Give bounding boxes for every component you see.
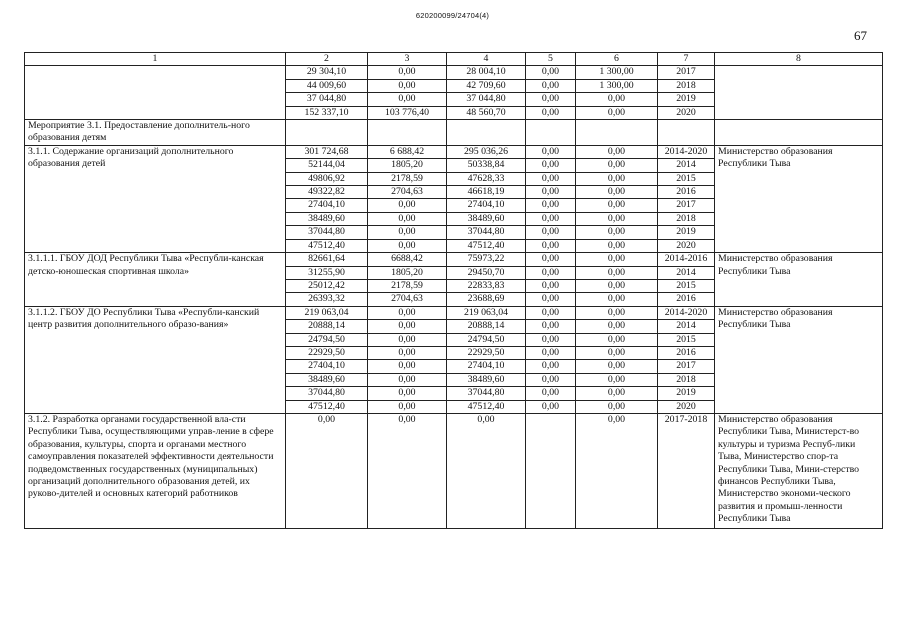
amount-cell: 38489,60 bbox=[447, 212, 526, 225]
responsible-party: Министерство образования Республики Тыва bbox=[715, 253, 883, 307]
amount-cell: 0,00 bbox=[576, 199, 658, 212]
amount-cell: 0,00 bbox=[526, 159, 576, 172]
amount-cell: 0,00 bbox=[576, 387, 658, 400]
amount-cell: 52144,04 bbox=[286, 159, 368, 172]
amount-cell: 0,00 bbox=[526, 360, 576, 373]
year-cell: 2014-2016 bbox=[658, 253, 715, 266]
table-row bbox=[25, 120, 883, 146]
column-header: 4 bbox=[447, 53, 526, 66]
amount-cell: 27404,10 bbox=[286, 199, 368, 212]
amount-cell: 0,00 bbox=[526, 106, 576, 119]
amount-cell: 0,00 bbox=[576, 293, 658, 306]
amount-cell: 22929,50 bbox=[447, 346, 526, 359]
amount-cell: 37044,80 bbox=[447, 387, 526, 400]
year-cell: 2014 bbox=[658, 320, 715, 333]
amount-cell: 219 063,04 bbox=[447, 306, 526, 319]
amount-cell: 27404,10 bbox=[447, 360, 526, 373]
amount-cell: 27404,10 bbox=[286, 360, 368, 373]
year-cell: 2018 bbox=[658, 212, 715, 225]
amount-cell: 23688,69 bbox=[447, 293, 526, 306]
amount-cell: 0,00 bbox=[368, 387, 447, 400]
amount-cell: 0,00 bbox=[368, 333, 447, 346]
table-row bbox=[25, 253, 883, 266]
year-cell: 2017 bbox=[658, 360, 715, 373]
column-header-row bbox=[25, 53, 883, 66]
data-table bbox=[24, 52, 883, 529]
amount-cell: 0,00 bbox=[526, 212, 576, 225]
amount-cell: 0,00 bbox=[526, 306, 576, 319]
amount-cell: 0,00 bbox=[576, 373, 658, 386]
table-row bbox=[25, 413, 883, 528]
amount-cell: 103 776,40 bbox=[368, 106, 447, 119]
amount-cell: 0,00 bbox=[526, 172, 576, 185]
amount-cell bbox=[526, 413, 576, 528]
year-cell: 2014-2020 bbox=[658, 306, 715, 319]
amount-cell: 0,00 bbox=[526, 333, 576, 346]
amount-cell bbox=[368, 120, 447, 146]
amount-cell: 0,00 bbox=[526, 253, 576, 266]
amount-cell bbox=[286, 120, 368, 146]
amount-cell: 37 044,80 bbox=[286, 93, 368, 106]
year-cell: 2015 bbox=[658, 172, 715, 185]
amount-cell: 1805,20 bbox=[368, 266, 447, 279]
amount-cell: 295 036,26 bbox=[447, 145, 526, 158]
year-cell: 2020 bbox=[658, 400, 715, 413]
amount-cell: 31255,90 bbox=[286, 266, 368, 279]
amount-cell: 0,00 bbox=[368, 413, 447, 528]
table-row bbox=[25, 306, 883, 319]
amount-cell: 0,00 bbox=[368, 199, 447, 212]
amount-cell: 24794,50 bbox=[286, 333, 368, 346]
amount-cell: 0,00 bbox=[576, 360, 658, 373]
year-cell: 2016 bbox=[658, 186, 715, 199]
amount-cell: 2178,59 bbox=[368, 279, 447, 292]
responsible-party bbox=[715, 66, 883, 120]
amount-cell: 50338,84 bbox=[447, 159, 526, 172]
amount-cell: 42 709,60 bbox=[447, 79, 526, 92]
activity-label: 3.1.1.2. ГБОУ ДО Республики Тыва «Республи-канский центр развития дополнительного образо-вания» bbox=[25, 306, 286, 413]
amount-cell: 27404,10 bbox=[447, 199, 526, 212]
amount-cell: 0,00 bbox=[576, 279, 658, 292]
amount-cell: 22929,50 bbox=[286, 346, 368, 359]
amount-cell: 0,00 bbox=[526, 373, 576, 386]
amount-cell: 0,00 bbox=[368, 239, 447, 252]
amount-cell: 0,00 bbox=[447, 413, 526, 528]
amount-cell: 0,00 bbox=[368, 226, 447, 239]
amount-cell: 47512,40 bbox=[286, 400, 368, 413]
column-header: 7 bbox=[658, 53, 715, 66]
year-cell: 2017-2018 bbox=[658, 413, 715, 528]
amount-cell: 0,00 bbox=[526, 199, 576, 212]
amount-cell: 25012,42 bbox=[286, 279, 368, 292]
amount-cell: 2704,63 bbox=[368, 293, 447, 306]
amount-cell: 0,00 bbox=[526, 387, 576, 400]
amount-cell: 0,00 bbox=[576, 93, 658, 106]
responsible-party bbox=[715, 120, 883, 146]
amount-cell: 1 300,00 bbox=[576, 66, 658, 79]
amount-cell: 44 009,60 bbox=[286, 79, 368, 92]
page-number: 67 bbox=[854, 28, 867, 43]
amount-cell bbox=[576, 120, 658, 146]
year-cell: 2015 bbox=[658, 279, 715, 292]
amount-cell: 0,00 bbox=[576, 106, 658, 119]
amount-cell: 47512,40 bbox=[286, 239, 368, 252]
year-cell bbox=[658, 120, 715, 146]
amount-cell: 219 063,04 bbox=[286, 306, 368, 319]
year-cell: 2014 bbox=[658, 266, 715, 279]
activity-label bbox=[25, 66, 286, 120]
amount-cell: 1805,20 bbox=[368, 159, 447, 172]
amount-cell: 28 004,10 bbox=[447, 66, 526, 79]
amount-cell: 0,00 bbox=[368, 360, 447, 373]
amount-cell: 0,00 bbox=[368, 66, 447, 79]
amount-cell: 37 044,80 bbox=[447, 93, 526, 106]
amount-cell: 1 300,00 bbox=[576, 79, 658, 92]
year-cell: 2018 bbox=[658, 79, 715, 92]
amount-cell: 47512,40 bbox=[447, 400, 526, 413]
year-cell: 2019 bbox=[658, 387, 715, 400]
amount-cell: 0,00 bbox=[526, 346, 576, 359]
amount-cell: 38489,60 bbox=[447, 373, 526, 386]
amount-cell: 38489,60 bbox=[286, 212, 368, 225]
activity-label: 3.1.1.1. ГБОУ ДОД Республики Тыва «Республи-канская детско-юношеская спортивная школа» bbox=[25, 253, 286, 307]
amount-cell: 301 724,68 bbox=[286, 145, 368, 158]
amount-cell: 46618,19 bbox=[447, 186, 526, 199]
activity-label: Мероприятие 3.1. Предоставление дополнитель-ного образования детям bbox=[25, 120, 286, 146]
amount-cell: 0,00 bbox=[576, 212, 658, 225]
amount-cell: 0,00 bbox=[576, 172, 658, 185]
column-header: 5 bbox=[526, 53, 576, 66]
amount-cell: 0,00 bbox=[368, 400, 447, 413]
amount-cell: 0,00 bbox=[576, 320, 658, 333]
year-cell: 2014 bbox=[658, 159, 715, 172]
amount-cell: 47512,40 bbox=[447, 239, 526, 252]
amount-cell: 37044,80 bbox=[286, 226, 368, 239]
amount-cell: 0,00 bbox=[576, 159, 658, 172]
responsible-party: Министерство образования Республики Тыва bbox=[715, 306, 883, 413]
column-header: 2 bbox=[286, 53, 368, 66]
amount-cell: 26393,32 bbox=[286, 293, 368, 306]
amount-cell: 2704,63 bbox=[368, 186, 447, 199]
activity-label: 3.1.1. Содержание организаций дополнительного образования детей bbox=[25, 145, 286, 252]
amount-cell: 29450,70 bbox=[447, 266, 526, 279]
amount-cell: 0,00 bbox=[526, 293, 576, 306]
amount-cell: 20888,14 bbox=[447, 320, 526, 333]
column-header: 8 bbox=[715, 53, 883, 66]
amount-cell: 0,00 bbox=[576, 253, 658, 266]
year-cell: 2020 bbox=[658, 239, 715, 252]
amount-cell: 152 337,10 bbox=[286, 106, 368, 119]
amount-cell: 0,00 bbox=[368, 212, 447, 225]
amount-cell: 0,00 bbox=[526, 320, 576, 333]
amount-cell: 29 304,10 bbox=[286, 66, 368, 79]
amount-cell: 0,00 bbox=[526, 93, 576, 106]
amount-cell: 0,00 bbox=[526, 186, 576, 199]
amount-cell: 0,00 bbox=[576, 346, 658, 359]
activity-label: 3.1.2. Разработка органами государственной вла-сти Республики Тыва, осуществляющими управ-ление в сфере образования, культуры, спорта и органами местного самоуправления показателей эффективности деятельности подведомственных государственных (муниципальных) организаций дополнительного образования детей, их руково-дителей и основных категорий работников bbox=[25, 413, 286, 528]
amount-cell: 0,00 bbox=[576, 413, 658, 528]
amount-cell: 82661,64 bbox=[286, 253, 368, 266]
responsible-party: Министерство образования Республики Тыва bbox=[715, 145, 883, 252]
year-cell: 2016 bbox=[658, 293, 715, 306]
table-row bbox=[25, 145, 883, 158]
amount-cell: 6 688,42 bbox=[368, 145, 447, 158]
year-cell: 2019 bbox=[658, 93, 715, 106]
amount-cell: 0,00 bbox=[576, 239, 658, 252]
column-header: 3 bbox=[368, 53, 447, 66]
column-header: 6 bbox=[576, 53, 658, 66]
year-cell: 2017 bbox=[658, 199, 715, 212]
amount-cell: 0,00 bbox=[526, 145, 576, 158]
amount-cell: 0,00 bbox=[526, 66, 576, 79]
amount-cell: 48 560,70 bbox=[447, 106, 526, 119]
amount-cell: 0,00 bbox=[576, 226, 658, 239]
amount-cell: 0,00 bbox=[526, 266, 576, 279]
amount-cell: 0,00 bbox=[286, 413, 368, 528]
amount-cell: 0,00 bbox=[368, 320, 447, 333]
amount-cell: 0,00 bbox=[368, 93, 447, 106]
amount-cell: 0,00 bbox=[368, 373, 447, 386]
column-header: 1 bbox=[25, 53, 286, 66]
amount-cell: 0,00 bbox=[526, 279, 576, 292]
amount-cell: 0,00 bbox=[368, 306, 447, 319]
year-cell: 2015 bbox=[658, 333, 715, 346]
amount-cell: 6688,42 bbox=[368, 253, 447, 266]
amount-cell: 0,00 bbox=[576, 145, 658, 158]
amount-cell: 0,00 bbox=[526, 239, 576, 252]
amount-cell: 2178,59 bbox=[368, 172, 447, 185]
year-cell: 2014-2020 bbox=[658, 145, 715, 158]
amount-cell: 0,00 bbox=[576, 306, 658, 319]
amount-cell: 20888,14 bbox=[286, 320, 368, 333]
amount-cell: 75973,22 bbox=[447, 253, 526, 266]
amount-cell: 0,00 bbox=[526, 226, 576, 239]
amount-cell: 22833,83 bbox=[447, 279, 526, 292]
amount-cell: 24794,50 bbox=[447, 333, 526, 346]
amount-cell: 0,00 bbox=[576, 333, 658, 346]
amount-cell: 38489,60 bbox=[286, 373, 368, 386]
amount-cell bbox=[526, 120, 576, 146]
amount-cell: 0,00 bbox=[576, 400, 658, 413]
amount-cell: 0,00 bbox=[368, 346, 447, 359]
amount-cell: 0,00 bbox=[526, 79, 576, 92]
year-cell: 2017 bbox=[658, 66, 715, 79]
year-cell: 2018 bbox=[658, 373, 715, 386]
amount-cell bbox=[447, 120, 526, 146]
responsible-party: Министерство образования Республики Тыва, Министерст-во культуры и туризма Респуб-лики Тыва, Министерство спор-та Республики Тыва, Мини-стерство финансов Республики Тыва, Министерство экономи-ческого развития и промыш-ленности Республики Тыва bbox=[715, 413, 883, 528]
document-id: 620200099/24704(4) bbox=[415, 11, 490, 20]
amount-cell: 47628,33 bbox=[447, 172, 526, 185]
year-cell: 2019 bbox=[658, 226, 715, 239]
table-row bbox=[25, 66, 883, 79]
amount-cell: 0,00 bbox=[576, 186, 658, 199]
amount-cell: 0,00 bbox=[576, 266, 658, 279]
year-cell: 2020 bbox=[658, 106, 715, 119]
amount-cell: 37044,80 bbox=[447, 226, 526, 239]
amount-cell: 49806,92 bbox=[286, 172, 368, 185]
amount-cell: 49322,82 bbox=[286, 186, 368, 199]
amount-cell: 37044,80 bbox=[286, 387, 368, 400]
year-cell: 2016 bbox=[658, 346, 715, 359]
amount-cell: 0,00 bbox=[526, 400, 576, 413]
amount-cell: 0,00 bbox=[368, 79, 447, 92]
